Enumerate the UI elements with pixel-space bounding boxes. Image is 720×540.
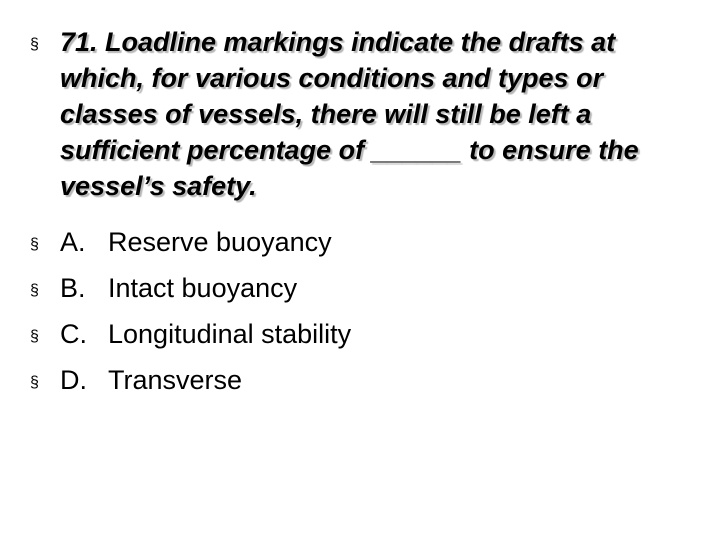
option-text: Intact buoyancy — [108, 273, 298, 303]
bullet-icon: § — [30, 374, 39, 391]
option-line — [60, 362, 242, 398]
option-letter: C. — [60, 319, 87, 349]
bullet-icon: § — [30, 36, 39, 53]
option-d — [30, 362, 700, 398]
bullet-icon: § — [30, 328, 39, 345]
option-letter: B. — [60, 273, 86, 303]
bullet-icon: § — [30, 282, 39, 299]
option-a — [30, 224, 700, 260]
option-line — [60, 224, 332, 260]
question-item — [30, 24, 700, 204]
option-text: Transverse — [108, 365, 243, 395]
option-b — [30, 270, 700, 306]
option-text: Longitudinal stability — [108, 319, 352, 349]
option-letter: A. — [60, 227, 86, 257]
option-line — [60, 270, 297, 306]
question-text: 71. Loadline markings indicate the drafts at which, for various conditions and types or classes of vessels, there will still be left a sufficient percentage of ______ to ensure the vessel’s safety. — [60, 27, 639, 201]
option-text: Reserve buoyancy — [108, 227, 332, 257]
option-line — [60, 316, 351, 352]
option-letter: D. — [60, 365, 87, 395]
bullet-icon: § — [30, 236, 39, 253]
option-c — [30, 316, 700, 352]
